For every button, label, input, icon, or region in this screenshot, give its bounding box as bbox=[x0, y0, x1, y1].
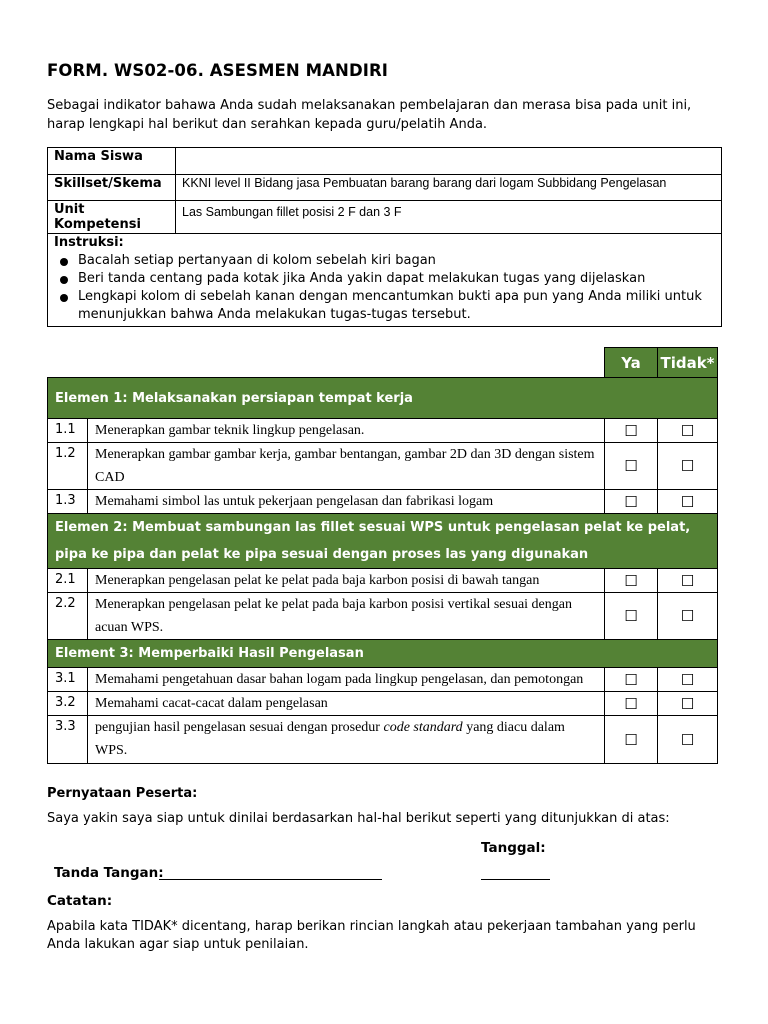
intro-text: Sebagai indikator bahawa Anda sudah melaksanakan pembelajaran dan merasa bisa pada unit ini, harap lengkapi hal berikut dan serahkan kepada guru/pelatih Anda. bbox=[47, 98, 692, 132]
table-row bbox=[48, 716, 718, 764]
item-description: Memahami simbol las untuk pekerjaan pengelasan dan fabrikasi logam bbox=[88, 490, 605, 514]
element-2-heading: Elemen 2: Membuat sambungan las fillet sesuai WPS untuk pengelasan pelat ke pelat, pipa ke pipa dan pelat ke pipa sesuai dengan proses las yang digunakan bbox=[48, 514, 718, 569]
instruction-item: Lengkapi kolom di sebelah kanan dengan mencantumkan bukti apa pun yang Anda miliki untuk menunjukkan bahwa Anda melakukan tugas-tugas tersebut. bbox=[54, 288, 715, 324]
checkbox-ya[interactable]: ☐ bbox=[605, 716, 658, 764]
item-description: Menerapkan pengelasan pelat ke pelat pada baja karbon posisi vertikal sesuai dengan acuan WPS. bbox=[88, 593, 605, 640]
checkbox-tidak[interactable]: ☐ bbox=[658, 692, 718, 716]
checkbox-ya[interactable]: ☐ bbox=[605, 419, 658, 443]
item-number: 1.3 bbox=[48, 490, 88, 514]
item-number: 2.1 bbox=[48, 569, 88, 593]
item-description: Memahami pengetahuan dasar bahan logam pada lingkup pengelasan, dan pemotongan bbox=[88, 668, 605, 692]
instruction-list bbox=[54, 252, 715, 324]
item-number: 3.1 bbox=[48, 668, 88, 692]
skema-value: KKNI level II Bidang jasa Pembuatan barang barang dari logam Subbidang Pengelasan bbox=[176, 175, 722, 201]
skema-label: Skillset/Skema bbox=[48, 175, 176, 201]
instruction-block bbox=[48, 234, 722, 327]
item-number: 2.2 bbox=[48, 593, 88, 640]
unit-value: Las Sambungan fillet posisi 2 F dan 3 F bbox=[176, 201, 722, 234]
checkbox-ya[interactable]: ☐ bbox=[605, 443, 658, 490]
catatan-text: Apabila kata TIDAK* dicentang, harap berikan rincian langkah atau pekerjaan tambahan yang perlu Anda lakukan agar siap untuk penilaian. bbox=[47, 919, 696, 952]
checkbox-ya[interactable]: ☐ bbox=[605, 490, 658, 514]
catatan-heading: Catatan: bbox=[47, 893, 113, 909]
item-description: Menerapkan pengelasan pelat ke pelat pada baja karbon posisi di bawah tangan bbox=[88, 569, 605, 593]
item-number: 3.3 bbox=[48, 716, 88, 764]
item-description: pengujian hasil pengelasan sesuai dengan prosedur code standard yang diacu dalam WPS. bbox=[88, 716, 605, 764]
table-row bbox=[48, 490, 718, 514]
item-description: Memahami cacat-cacat dalam pengelasan bbox=[88, 692, 605, 716]
instruction-item: Beri tanda centang pada kotak jika Anda yakin dapat melakukan tugas yang dijelaskan bbox=[54, 270, 715, 288]
element-3-heading: Element 3: Memperbaiki Hasil Pengelasan bbox=[48, 640, 718, 668]
checkbox-tidak[interactable]: ☐ bbox=[658, 419, 718, 443]
date-line[interactable] bbox=[481, 879, 550, 880]
pernyataan-text: Saya yakin saya siap untuk dinilai berdasarkan hal-hal berikut seperti yang ditunjukkan di atas: bbox=[47, 811, 670, 826]
checkbox-tidak[interactable]: ☐ bbox=[658, 593, 718, 640]
instruction-item: Bacalah setiap pertanyaan di kolom sebelah kiri bagan bbox=[54, 252, 715, 270]
nama-siswa-field[interactable] bbox=[176, 148, 722, 175]
tanda-tangan-label: Tanda Tangan: bbox=[54, 865, 164, 881]
student-info-table bbox=[47, 147, 722, 327]
checkbox-ya[interactable]: ☐ bbox=[605, 692, 658, 716]
bullet-icon bbox=[60, 258, 68, 266]
assessment-table bbox=[47, 347, 718, 764]
item-number: 1.2 bbox=[48, 443, 88, 490]
col-header-tidak: Tidak* bbox=[658, 348, 718, 378]
item-number: 3.2 bbox=[48, 692, 88, 716]
form-title: FORM. WS02-06. ASESMEN MANDIRI bbox=[47, 61, 389, 80]
nama-siswa-label: Nama Siswa bbox=[48, 148, 176, 175]
item-description: Menerapkan gambar teknik lingkup pengelasan. bbox=[88, 419, 605, 443]
item-number: 1.1 bbox=[48, 419, 88, 443]
unit-label: Unit Kompetensi bbox=[48, 201, 176, 234]
item-description: Menerapkan gambar gambar kerja, gambar bentangan, gambar 2D dan 3D dengan sistem CAD bbox=[88, 443, 605, 490]
pernyataan-heading: Pernyataan Peserta: bbox=[47, 786, 198, 801]
col-header-ya: Ya bbox=[605, 348, 658, 378]
checkbox-tidak[interactable]: ☐ bbox=[658, 716, 718, 764]
table-row bbox=[48, 419, 718, 443]
checkbox-tidak[interactable]: ☐ bbox=[658, 668, 718, 692]
element-1-heading: Elemen 1: Melaksanakan persiapan tempat kerja bbox=[48, 378, 718, 419]
checkbox-ya[interactable]: ☐ bbox=[605, 593, 658, 640]
checkbox-ya[interactable]: ☐ bbox=[605, 569, 658, 593]
table-row bbox=[48, 443, 718, 490]
tanggal-label: Tanggal: bbox=[481, 840, 546, 856]
checkbox-tidak[interactable]: ☐ bbox=[658, 443, 718, 490]
instruction-heading: Instruksi: bbox=[54, 235, 124, 250]
table-row bbox=[48, 692, 718, 716]
table-row bbox=[48, 668, 718, 692]
checkbox-tidak[interactable]: ☐ bbox=[658, 569, 718, 593]
bullet-icon bbox=[60, 294, 68, 302]
checkbox-ya[interactable]: ☐ bbox=[605, 668, 658, 692]
checkbox-tidak[interactable]: ☐ bbox=[658, 490, 718, 514]
table-row bbox=[48, 593, 718, 640]
table-row bbox=[48, 569, 718, 593]
signature-line[interactable] bbox=[159, 879, 382, 880]
bullet-icon bbox=[60, 276, 68, 284]
